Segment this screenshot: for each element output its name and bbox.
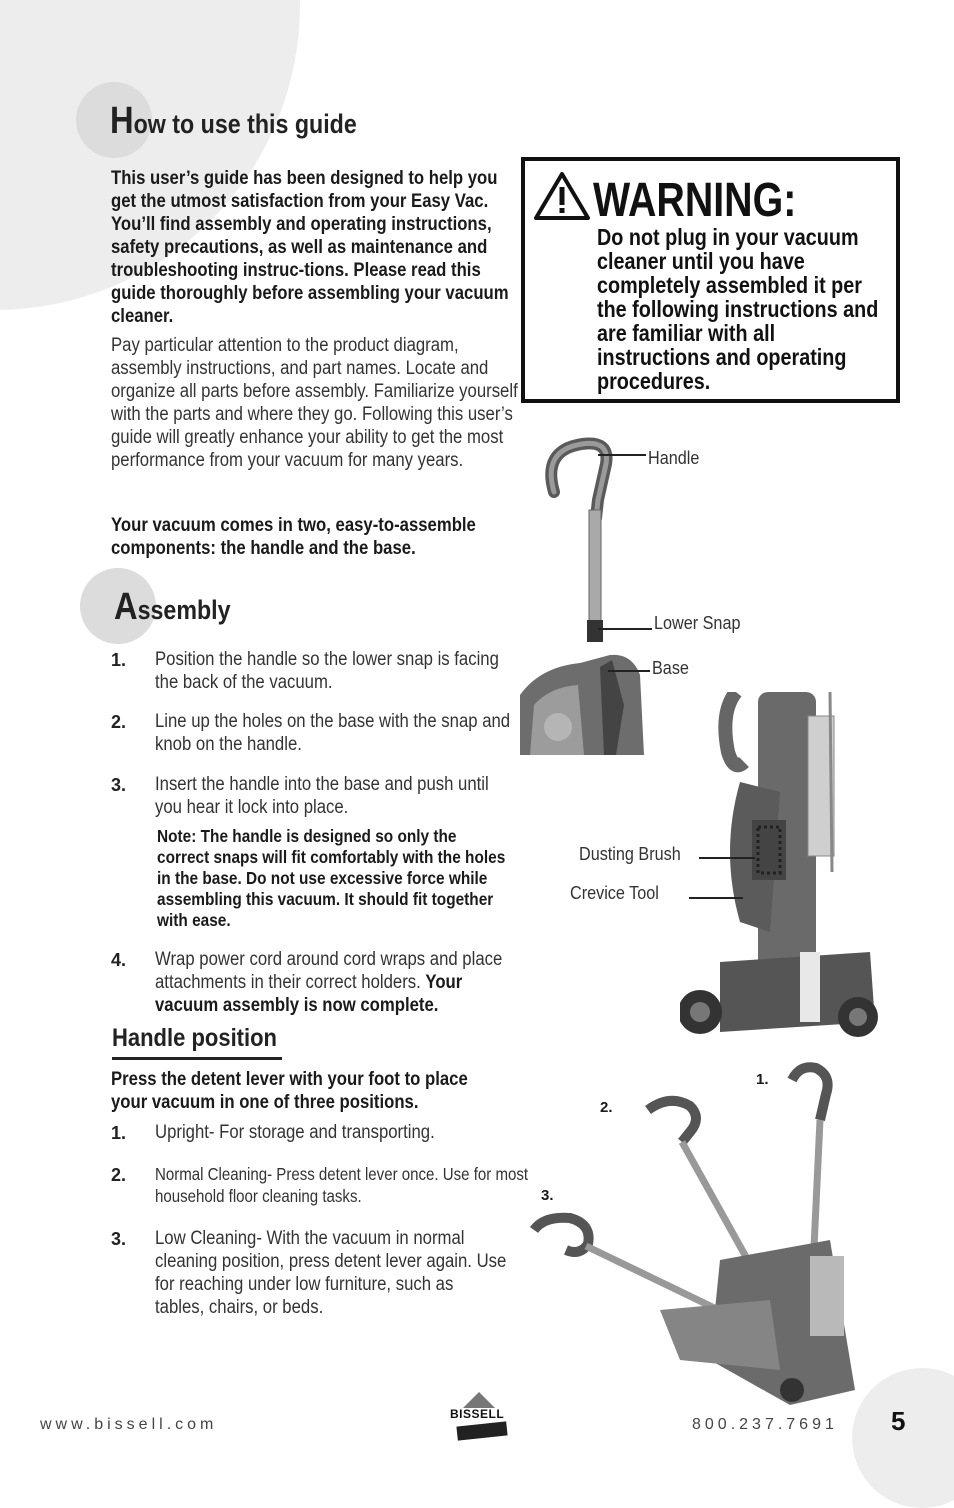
warning-triangle-icon (533, 171, 591, 221)
bissell-logo-text: BISSELL (450, 1407, 505, 1421)
components-note: Your vacuum comes in two, easy-to-assemble components: the handle and the base. (111, 515, 476, 559)
warning-text: Do not plug in your vacuum cleaner until you have completely assembled it per the following instructions and are familiar with all instructions and operating procedures. (597, 224, 879, 394)
label-lower-snap: Lower Snap (654, 613, 741, 633)
position-label-2: 2. (600, 1099, 613, 1116)
guide-paragraph: Pay particular attention to the product diagram, assembly instructions, and part names. Locate and organize all parts before assembly. Familiarize yourself with the parts and where they go. Following this user’s guide will greatly enhance your ability to get the most performance from your vacuum for many years. (111, 335, 518, 471)
position-label-3: 3. (541, 1187, 554, 1204)
assembly-step-1-text: Position the handle so the lower snap is facing the back of the vacuum. (155, 649, 499, 693)
footer-phone: 800.237.7691 (692, 1416, 838, 1433)
base-leader-line (608, 670, 650, 672)
label-crevice-tool: Crevice Tool (570, 883, 659, 903)
assembly-heading: Assembly (114, 586, 231, 628)
handle-step-1-text: Upright- For storage and transporting. (155, 1122, 435, 1143)
warning-box (521, 157, 900, 403)
footer-website: www.bissell.com (40, 1416, 218, 1433)
label-dusting-brush: Dusting Brush (579, 844, 681, 864)
page-number: 5 (891, 1406, 906, 1436)
warning-title: WARNING: (593, 174, 797, 227)
assembly-step-3-text: Insert the handle into the base and push until you hear it lock into place. (155, 774, 489, 818)
assembly-step-2-text: Line up the holes on the base with the snap and knob on the handle. (155, 711, 511, 755)
handle-positions-illustration (530, 1060, 870, 1410)
vacuum-side-illustration (680, 692, 880, 1057)
assembly-step-4-text (155, 948, 525, 1017)
handle-step-3-text: Low Cleaning- With the vacuum in normal cleaning position, press detent lever again. Use for reaching under low furniture, such as tables, chairs, or beds. (155, 1228, 507, 1318)
handle-position-underline (112, 1057, 282, 1060)
handle-position-intro: Press the detent lever with your foot to place your vacuum in one of three positions. (111, 1069, 468, 1113)
handle-step-3-number: 3. (111, 1229, 127, 1249)
position-label-1: 1. (756, 1071, 769, 1088)
handle-step-2-text: Normal Cleaning- Press detent lever once. Use for most household floor cleaning tasks. (155, 1164, 529, 1206)
label-handle: Handle (648, 448, 700, 468)
assembly-step-3-number: 3. (111, 775, 127, 795)
label-base: Base (652, 658, 689, 678)
base-illustration (520, 645, 660, 755)
handle-position-heading: Handle position (112, 1024, 277, 1052)
handle-step-1-number: 1. (111, 1123, 127, 1143)
assembly-complete-note: Your vacuum assembly is now complete. (155, 972, 463, 1016)
guide-intro: This user’s guide has been designed to help you get the utmost satisfaction from your Easy Vac. You’ll find assembly and operating instructions, safety precautions, as well as maintenance and troubleshooting instruc-tions. Please read this guide thoroughly before assembling your vacuum cleaner. (111, 168, 509, 327)
lower-snap-leader-line (598, 628, 652, 630)
guide-heading: How to use this guide (110, 100, 357, 142)
handle-step-2-number: 2. (111, 1165, 127, 1185)
assembly-step-1-number: 1. (111, 650, 127, 670)
assembly-step-4-body: Wrap power cord around cord wraps and place attachments in their correct holders. (155, 949, 503, 993)
handle-leader-line (598, 454, 646, 456)
dusting-brush-leader-line (699, 857, 755, 859)
assembly-step-2-number: 2. (111, 712, 127, 732)
crevice-tool-leader-line (689, 897, 743, 899)
bissell-logo (449, 1390, 509, 1446)
assembly-step-4-number: 4. (111, 950, 127, 970)
assembly-note: Note: The handle is designed so only the correct snaps will fit comfortably with the holes in the base. Do not use excessive force while assembling this vacuum. It should fit together with ease. (157, 826, 506, 930)
